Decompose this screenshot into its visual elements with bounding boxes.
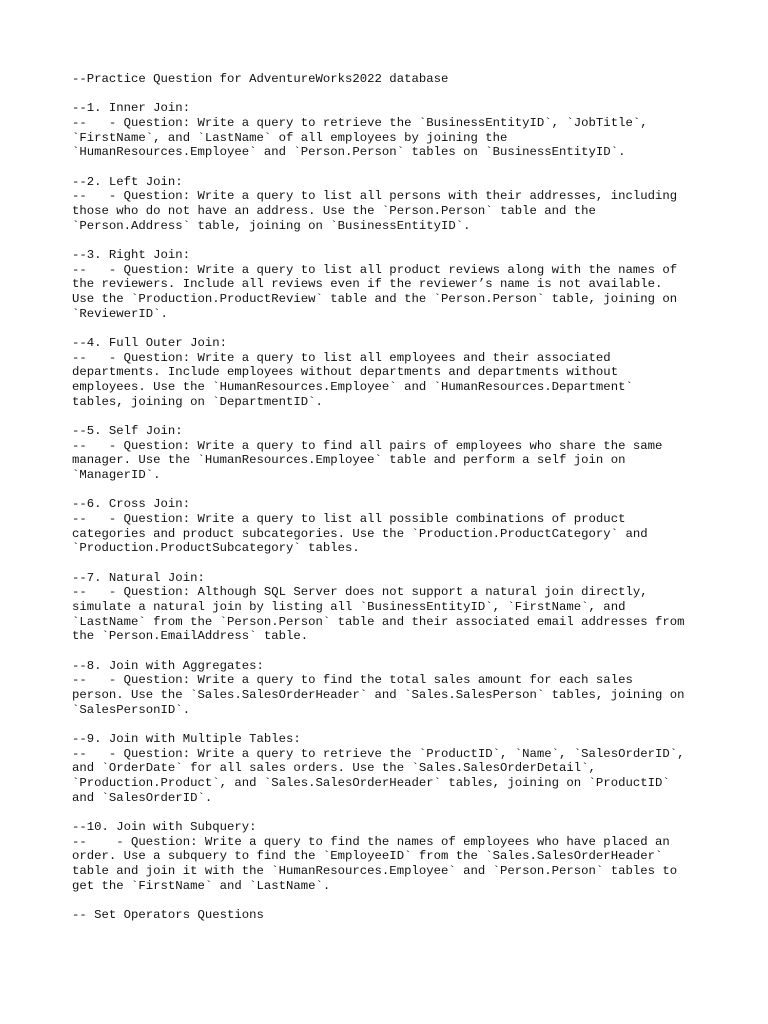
line-spacer bbox=[72, 233, 708, 248]
question-line: -- - Question: Write a query to find the names of employees who have placed an bbox=[72, 834, 670, 849]
line-spacer bbox=[72, 87, 708, 102]
question-line: -- - Question: Write a query to list all persons with their addresses, including bbox=[72, 189, 678, 204]
question-line: get the `FirstName` and `LastName`. bbox=[72, 878, 331, 893]
question-section bbox=[72, 497, 708, 556]
question-section bbox=[72, 101, 708, 160]
section-heading: --5. Self Join: bbox=[72, 424, 183, 439]
question-line: tables, joining on `DepartmentID`. bbox=[72, 394, 323, 409]
line-spacer bbox=[72, 893, 708, 908]
section-footer-heading: -- Set Operators Questions bbox=[72, 908, 264, 923]
line-spacer bbox=[72, 483, 708, 498]
question-line: departments. Include employees without departments and departments without bbox=[72, 365, 619, 380]
question-line: `ReviewerID`. bbox=[72, 306, 168, 321]
question-section bbox=[72, 659, 708, 718]
section-heading: --8. Join with Aggregates: bbox=[72, 658, 264, 673]
document-title: --Practice Question for AdventureWorks2022 database bbox=[72, 72, 449, 86]
question-line: `Production.ProductSubcategory` tables. bbox=[72, 541, 360, 556]
question-line: -- - Question: Write a query to list all possible combinations of product bbox=[72, 512, 626, 527]
line-spacer bbox=[72, 321, 708, 336]
question-line: and `SalesOrderID`. bbox=[72, 790, 213, 805]
question-line: `LastName` from the `Person.Person` table and their associated email addresses from bbox=[72, 614, 685, 629]
question-line: person. Use the `Sales.SalesOrderHeader` and `Sales.SalesPerson` tables, joining on bbox=[72, 688, 685, 703]
question-line: -- - Question: Write a query to retrieve the `BusinessEntityID`, `JobTitle`, bbox=[72, 116, 648, 130]
question-line: -- - Question: Write a query to find all pairs of employees who share the same bbox=[72, 438, 663, 453]
question-line: -- - Question: Write a query to list all employees and their associated bbox=[72, 350, 611, 365]
question-section bbox=[72, 175, 708, 234]
section-heading: --3. Right Join: bbox=[72, 248, 191, 263]
question-section bbox=[72, 336, 708, 409]
section-heading: --7. Natural Join: bbox=[72, 570, 205, 585]
section-heading: --1. Inner Join: bbox=[72, 101, 191, 116]
question-line: -- - Question: Although SQL Server does not support a natural join directly, bbox=[72, 585, 648, 600]
question-section bbox=[72, 571, 708, 644]
question-line: -- - Question: Write a query to find the total sales amount for each sales bbox=[72, 673, 633, 688]
question-line: `Production.Product`, and `Sales.SalesOrderHeader` tables, joining on `ProductID` bbox=[72, 776, 670, 791]
section-heading: --4. Full Outer Join: bbox=[72, 336, 227, 351]
question-line: `Person.Address` table, joining on `BusinessEntityID`. bbox=[72, 218, 471, 233]
line-spacer bbox=[72, 409, 708, 424]
question-section bbox=[72, 820, 708, 893]
document-page bbox=[72, 72, 708, 923]
question-line: `ManagerID`. bbox=[72, 468, 161, 483]
question-line: the `Person.EmailAddress` table. bbox=[72, 629, 309, 644]
question-line: and `OrderDate` for all sales orders. Use the `Sales.SalesOrderDetail`, bbox=[72, 761, 596, 776]
question-line: `HumanResources.Employee` and `Person.Person` tables on `BusinessEntityID`. bbox=[72, 145, 626, 160]
question-line: Use the `Production.ProductReview` table and the `Person.Person` table, joining on bbox=[72, 292, 678, 307]
question-line: `SalesPersonID`. bbox=[72, 702, 191, 717]
question-section bbox=[72, 732, 708, 805]
question-section bbox=[72, 248, 708, 321]
question-line: table and join it with the `HumanResources.Employee` and `Person.Person` tables to bbox=[72, 864, 678, 879]
question-line: `FirstName`, and `LastName` of all employees by joining the bbox=[72, 130, 508, 145]
line-spacer bbox=[72, 556, 708, 571]
question-line: categories and product subcategories. Use the `Production.ProductCategory` and bbox=[72, 526, 648, 541]
question-line: those who do not have an address. Use the `Person.Person` table and the bbox=[72, 204, 596, 219]
line-spacer bbox=[72, 717, 708, 732]
question-line: -- - Question: Write a query to list all product reviews along with the names of bbox=[72, 262, 678, 277]
line-spacer bbox=[72, 160, 708, 175]
section-heading: --2. Left Join: bbox=[72, 174, 183, 189]
question-section bbox=[72, 424, 708, 483]
question-line: -- - Question: Write a query to retrieve the `ProductID`, `Name`, `SalesOrderID`, bbox=[72, 746, 685, 761]
section-heading: --6. Cross Join: bbox=[72, 497, 191, 512]
question-line: employees. Use the `HumanResources.Employee` and `HumanResources.Department` bbox=[72, 380, 633, 395]
question-line: order. Use a subquery to find the `EmployeeID` from the `Sales.SalesOrderHeader` bbox=[72, 849, 663, 864]
line-spacer bbox=[72, 644, 708, 659]
question-line: manager. Use the `HumanResources.Employee` table and perform a self join on bbox=[72, 453, 626, 468]
section-heading: --10. Join with Subquery: bbox=[72, 820, 257, 835]
question-line: simulate a natural join by listing all `BusinessEntityID`, `FirstName`, and bbox=[72, 600, 626, 615]
line-spacer bbox=[72, 805, 708, 820]
question-line: the reviewers. Include all reviews even if the reviewer’s name is not available. bbox=[72, 277, 663, 292]
section-heading: --9. Join with Multiple Tables: bbox=[72, 732, 301, 747]
